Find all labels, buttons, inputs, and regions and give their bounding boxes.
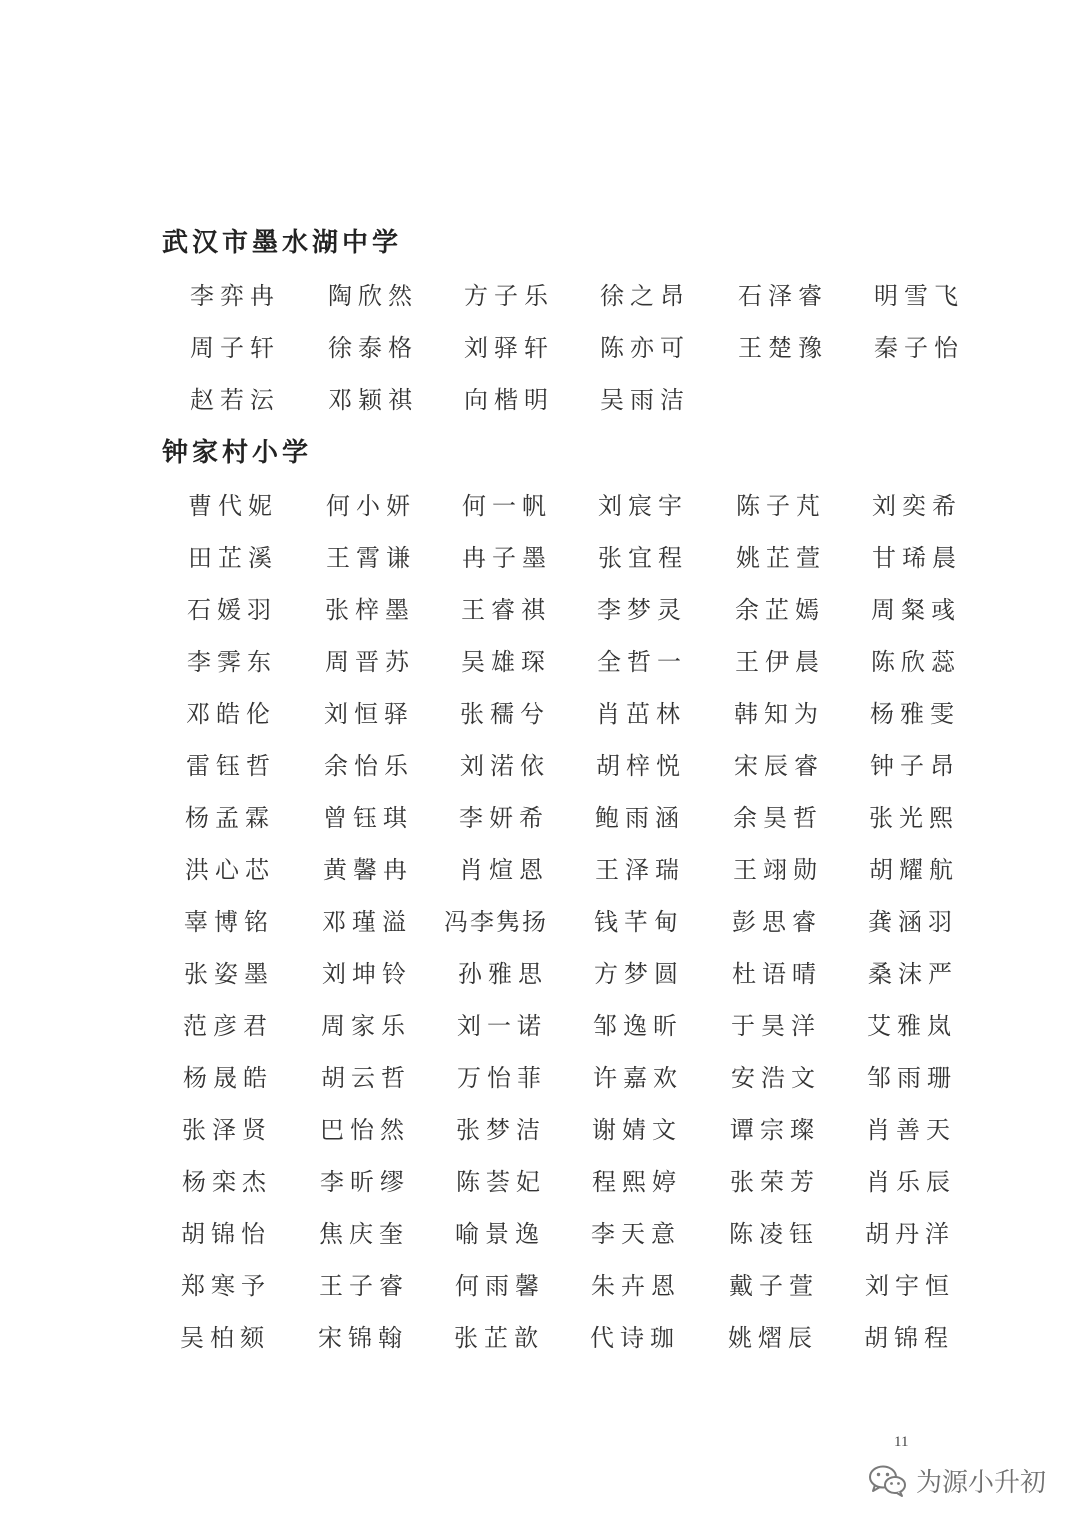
list-item: 刘驿轩 xyxy=(464,334,554,362)
list-item: 陈子芃 xyxy=(736,492,826,520)
list-item: 王泽瑞 xyxy=(595,856,685,884)
list-item: 朱卉恩 xyxy=(591,1272,681,1300)
list-item: 雷钰哲 xyxy=(186,752,276,780)
list-item: 张梓墨 xyxy=(325,596,415,624)
list-item: 许嘉欢 xyxy=(593,1064,683,1092)
section-title-2: 钟家村小学 xyxy=(162,438,313,468)
list-item: 方子乐 xyxy=(464,282,554,310)
list-item: 田芷溪 xyxy=(188,544,278,572)
list-item: 肖茁林 xyxy=(596,700,686,728)
list-item: 洪心芯 xyxy=(185,856,275,884)
list-item: 张荣芳 xyxy=(730,1168,820,1196)
list-item: 程熙婷 xyxy=(592,1168,682,1196)
list-item: 胡丹洋 xyxy=(865,1220,955,1248)
list-item: 于昊洋 xyxy=(731,1012,821,1040)
list-item: 王楚豫 xyxy=(738,334,828,362)
list-item: 艾雅岚 xyxy=(867,1012,957,1040)
list-item: 陈亦可 xyxy=(600,334,690,362)
list-item: 杨雅雯 xyxy=(870,700,960,728)
list-item: 桑沫严 xyxy=(868,960,958,988)
list-item: 王伊晨 xyxy=(735,648,825,676)
list-item: 明雪飞 xyxy=(874,282,964,310)
list-item: 龚涵羽 xyxy=(868,908,958,936)
wechat-icon xyxy=(868,1464,908,1498)
list-item: 李天意 xyxy=(591,1220,681,1248)
list-item: 代诗珈 xyxy=(590,1324,680,1352)
list-item: 肖煊恩 xyxy=(459,856,549,884)
list-item: 谭宗璨 xyxy=(730,1116,820,1144)
list-item: 杜语晴 xyxy=(732,960,822,988)
list-item: 肖乐辰 xyxy=(866,1168,956,1196)
list-item: 宋辰睿 xyxy=(734,752,824,780)
list-item: 刘坤铃 xyxy=(322,960,412,988)
list-item: 陈荟妃 xyxy=(456,1168,546,1196)
list-item: 王睿祺 xyxy=(461,596,551,624)
list-item: 孙雅思 xyxy=(458,960,548,988)
list-item: 肖善天 xyxy=(866,1116,956,1144)
list-item: 何雨馨 xyxy=(455,1272,545,1300)
page-number: 11 xyxy=(894,1434,909,1450)
list-item: 吴雄琛 xyxy=(461,648,551,676)
list-item: 李霁东 xyxy=(187,648,277,676)
list-item: 刘恒驿 xyxy=(324,700,414,728)
list-item: 甘琋晨 xyxy=(872,544,962,572)
list-item: 张穤兮 xyxy=(460,700,550,728)
list-item: 张光熙 xyxy=(869,804,959,832)
list-item: 石泽睿 xyxy=(738,282,828,310)
list-item: 陶欣然 xyxy=(328,282,418,310)
list-item: 邹雨珊 xyxy=(867,1064,957,1092)
list-item: 刘一诺 xyxy=(457,1012,547,1040)
list-item: 黄馨冉 xyxy=(323,856,413,884)
list-item: 杨孟霖 xyxy=(185,804,275,832)
list-item: 韩知为 xyxy=(734,700,824,728)
list-item: 杨栾杰 xyxy=(182,1168,272,1196)
list-item: 胡梓悦 xyxy=(596,752,686,780)
list-item: 胡云哲 xyxy=(321,1064,411,1092)
list-item: 方梦圆 xyxy=(594,960,684,988)
list-item: 姚芷萱 xyxy=(736,544,826,572)
list-item: 安浩文 xyxy=(731,1064,821,1092)
list-item: 张芷歆 xyxy=(454,1324,544,1352)
list-item: 杨晟皓 xyxy=(183,1064,273,1092)
list-item: 王子睿 xyxy=(319,1272,409,1300)
list-item: 戴子萱 xyxy=(729,1272,819,1300)
list-item: 李昕缪 xyxy=(320,1168,410,1196)
list-item: 李妍希 xyxy=(459,804,549,832)
list-item: 李梦灵 xyxy=(597,596,687,624)
list-item: 秦子怡 xyxy=(874,334,964,362)
list-item: 周家乐 xyxy=(321,1012,411,1040)
list-item: 焦庆奎 xyxy=(319,1220,409,1248)
list-item: 张姿墨 xyxy=(184,960,274,988)
list-item: 冯李隽扬 xyxy=(444,908,548,936)
list-item: 余昊哲 xyxy=(733,804,823,832)
list-item: 何一帆 xyxy=(462,492,552,520)
list-item: 范彦君 xyxy=(183,1012,273,1040)
list-item: 曾钰琪 xyxy=(323,804,413,832)
list-item: 全哲一 xyxy=(597,648,687,676)
watermark-text: 为源小升初 xyxy=(916,1468,1047,1498)
list-item: 郑寒予 xyxy=(181,1272,271,1300)
list-item: 陈凌钰 xyxy=(729,1220,819,1248)
list-item: 向楷明 xyxy=(464,386,554,414)
list-item: 谢婧文 xyxy=(592,1116,682,1144)
list-item: 辜博铭 xyxy=(184,908,274,936)
list-item: 徐泰格 xyxy=(328,334,418,362)
list-item: 胡耀航 xyxy=(869,856,959,884)
list-item: 吴柏颏 xyxy=(180,1324,270,1352)
list-item: 鲍雨涵 xyxy=(595,804,685,832)
list-item: 冉子墨 xyxy=(462,544,552,572)
list-item: 彭思睿 xyxy=(732,908,822,936)
list-item: 张梦洁 xyxy=(456,1116,546,1144)
list-item: 刘奕希 xyxy=(872,492,962,520)
list-item: 刘宸宇 xyxy=(598,492,688,520)
list-item: 刘渃依 xyxy=(460,752,550,780)
list-item: 巴怡然 xyxy=(320,1116,410,1144)
list-item: 李弈冉 xyxy=(190,282,280,310)
list-item: 周晋苏 xyxy=(325,648,415,676)
list-item: 邓皓伦 xyxy=(186,700,276,728)
list-item: 刘宇恒 xyxy=(865,1272,955,1300)
list-item: 张宜程 xyxy=(598,544,688,572)
list-item: 喻景逸 xyxy=(455,1220,545,1248)
list-item: 邓颖祺 xyxy=(328,386,418,414)
list-item: 万怡菲 xyxy=(457,1064,547,1092)
list-item: 王翊勋 xyxy=(733,856,823,884)
list-item: 宋锦翰 xyxy=(318,1324,408,1352)
list-item: 周粲彧 xyxy=(871,596,961,624)
list-item: 王霄谦 xyxy=(326,544,416,572)
list-item: 胡锦怡 xyxy=(181,1220,271,1248)
list-item: 徐之昂 xyxy=(600,282,690,310)
list-item: 何小妍 xyxy=(326,492,416,520)
list-item: 余芷嫣 xyxy=(735,596,825,624)
list-item: 钱芊甸 xyxy=(594,908,684,936)
list-item: 邓瑾溢 xyxy=(322,908,412,936)
section-title-1: 武汉市墨水湖中学 xyxy=(162,228,403,258)
list-item: 余怡乐 xyxy=(324,752,414,780)
list-item: 吴雨洁 xyxy=(600,386,690,414)
list-item: 钟子昂 xyxy=(870,752,960,780)
list-item: 胡锦程 xyxy=(864,1324,954,1352)
list-item: 石媛羽 xyxy=(187,596,277,624)
list-item: 邹逸昕 xyxy=(593,1012,683,1040)
watermark xyxy=(868,1462,1046,1499)
list-item: 曹代妮 xyxy=(188,492,278,520)
list-item: 姚熠辰 xyxy=(728,1324,818,1352)
list-item: 陈欣蕊 xyxy=(871,648,961,676)
list-item: 周子轩 xyxy=(190,334,280,362)
list-item: 赵若沄 xyxy=(190,386,280,414)
list-item: 张泽贤 xyxy=(182,1116,272,1144)
